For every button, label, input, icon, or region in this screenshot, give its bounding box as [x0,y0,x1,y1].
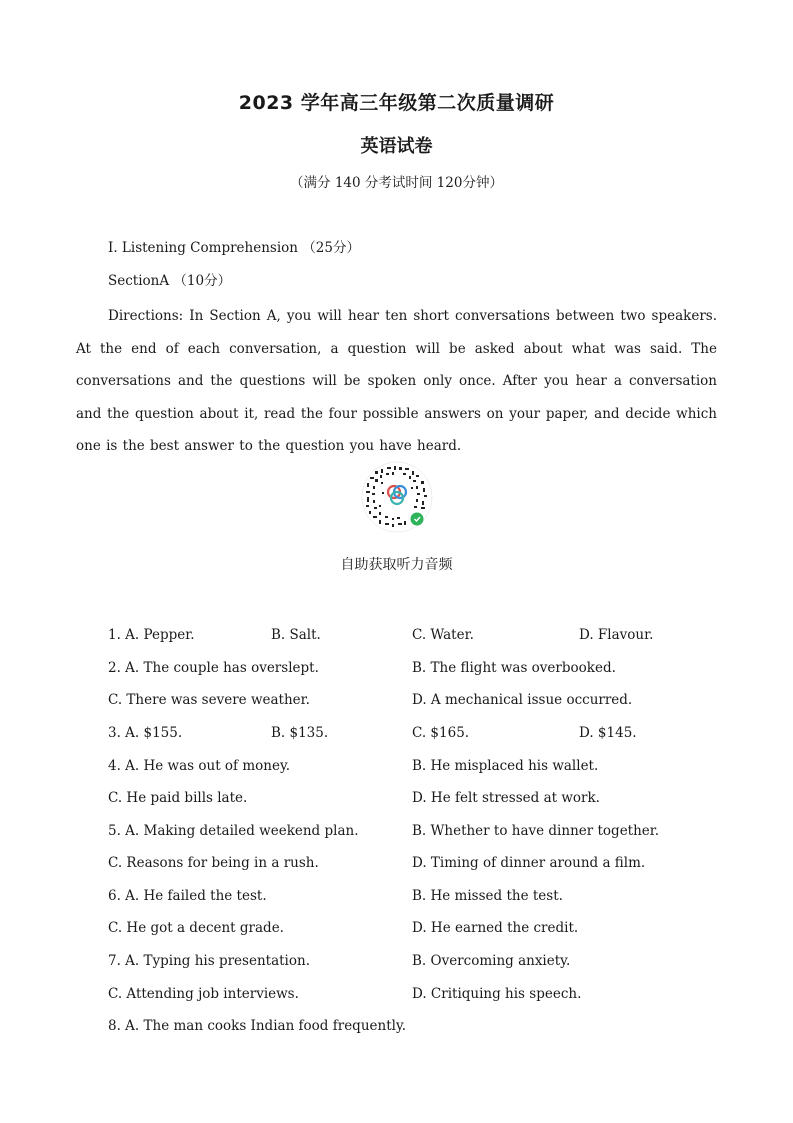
q6-option-a[interactable]: 6. A. He failed the test. [108,888,267,904]
q3-option-d[interactable]: D. $145. [579,725,637,741]
q4-option-b[interactable]: B. He misplaced his wallet. [412,758,599,774]
q2-option-d[interactable]: D. A mechanical issue occurred. [412,692,633,708]
qr-code-icon[interactable] [361,461,433,533]
part-heading: I. Listening Comprehension （25分） [108,240,360,256]
q3-option-b[interactable]: B. $135. [271,725,329,741]
exam-subtitle: 英语试卷 [360,136,433,157]
q5-option-c[interactable]: C. Reasons for being in a rush. [108,855,319,871]
q7-option-a[interactable]: 7. A. Typing his presentation. [108,953,310,969]
q4-option-c[interactable]: C. He paid bills late. [108,790,248,806]
q1-option-c[interactable]: C. Water. [412,627,474,643]
q3-option-c[interactable]: C. $165. [412,725,470,741]
q1-option-d[interactable]: D. Flavour. [579,627,654,643]
q6-option-b[interactable]: B. He missed the test. [412,888,563,904]
q5-option-b[interactable]: B. Whether to have dinner together. [412,823,660,839]
directions-paragraph: Directions: In Section A, you will hear ten short conversations between two speakers. At the end of each conversation, a question will be asked about what was said. The conversations and the questions will be spoken only once. After you hear a conversation and the question about it, read the four possible answers on your paper, and decide which one is the best answer to the question you have heard. [76,308,717,454]
q7-option-d[interactable]: D. Critiquing his speech. [412,986,582,1002]
q5-option-d[interactable]: D. Timing of dinner around a film. [412,855,646,871]
q7-option-c[interactable]: C. Attending job interviews. [108,986,299,1002]
q2-option-b[interactable]: B. The flight was overbooked. [412,660,616,676]
q6-option-c[interactable]: C. He got a decent grade. [108,920,284,936]
q3-option-a[interactable]: 3. A. $155. [108,725,183,741]
q7-option-b[interactable]: B. Overcoming anxiety. [412,953,571,969]
score-time-info: （满分 140 分考试时间 120分钟） [290,175,503,191]
q8-option-a[interactable]: 8. A. The man cooks Indian food frequently. [108,1018,407,1034]
q4-option-a[interactable]: 4. A. He was out of money. [108,758,291,774]
q1-option-b[interactable]: B. Salt. [271,627,321,643]
q6-option-d[interactable]: D. He earned the credit. [412,920,579,936]
q1-option-a[interactable]: 1. A. Pepper. [108,627,195,643]
qr-caption: 自助获取听力音频 [340,557,453,573]
q2-option-c[interactable]: C. There was severe weather. [108,692,310,708]
q2-option-a[interactable]: 2. A. The couple has overslept. [108,660,319,676]
q5-option-a[interactable]: 5. A. Making detailed weekend plan. [108,823,359,839]
q4-option-d[interactable]: D. He felt stressed at work. [412,790,600,806]
exam-title: 2023 学年高三年级第二次质量调研 [238,92,555,114]
section-heading: SectionA （10分） [108,273,232,289]
